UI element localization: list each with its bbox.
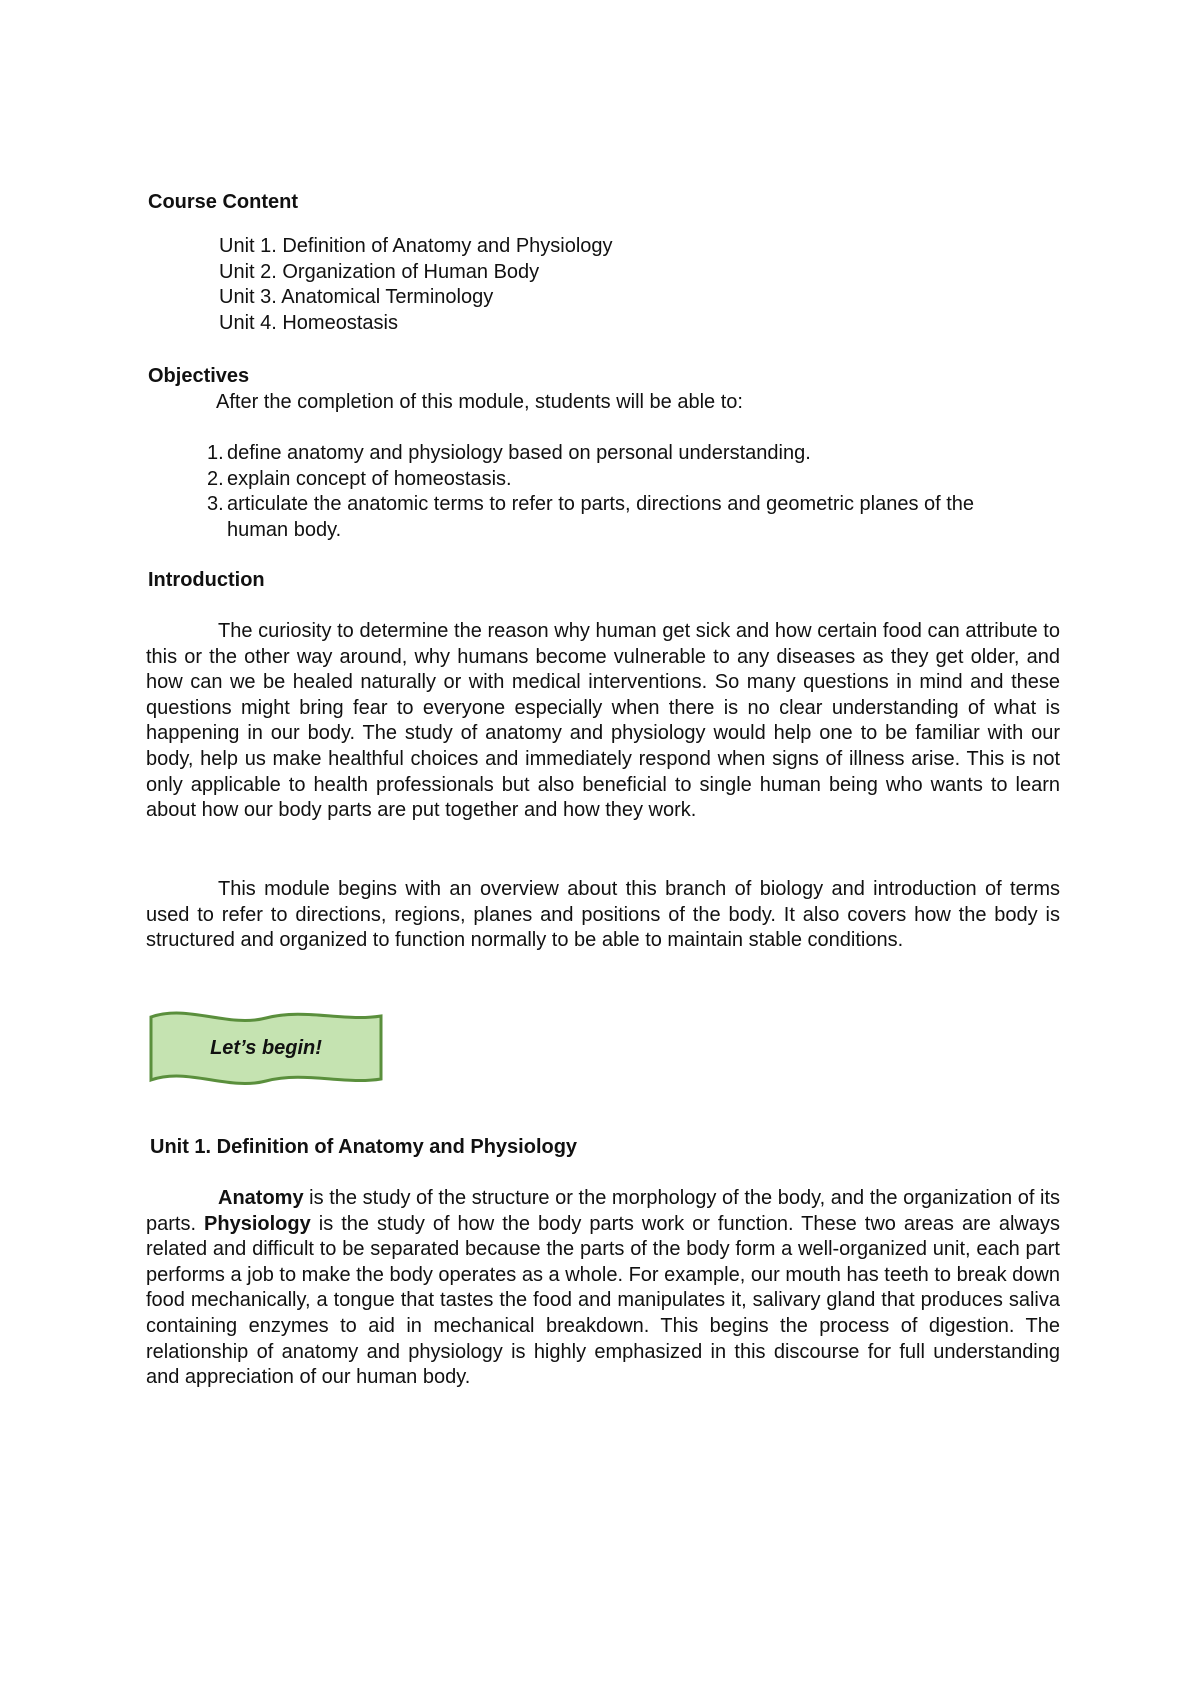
objective-text: explain concept of homeostasis. bbox=[227, 467, 512, 490]
objectives-list bbox=[207, 441, 1037, 543]
course-content-heading: Course Content bbox=[148, 191, 298, 213]
objective-text: articulate the anatomic terms to refer to parts, directions and geometric planes of the human body. bbox=[227, 493, 975, 541]
objective-item bbox=[207, 441, 1037, 467]
banner-label: Let’s begin! bbox=[210, 1037, 322, 1059]
objective-number: 3. bbox=[207, 493, 224, 515]
unit-list bbox=[219, 234, 613, 336]
objective-number: 1. bbox=[207, 442, 224, 464]
unit-list-item: Unit 4. Homeostasis bbox=[219, 311, 398, 334]
objective-number: 2. bbox=[207, 467, 224, 490]
unit-list-item: Unit 3. Anatomical Terminology bbox=[219, 286, 494, 308]
objective-text: define anatomy and physiology based on personal understanding. bbox=[227, 442, 811, 464]
unit1-paragraph bbox=[146, 1186, 1060, 1391]
unit1-text-b: is the study of how the body parts work or function. These two areas are always related and difficult to be separated because the parts of the body form a well-organized unit, each part performs a job to make the body operates as a whole. For example, our mouth has teeth to break down food mechanically, a tongue that tastes the food and manipulates it, salivary gland that produces saliva containing enzymes to aid in mechanical breakdown. This begins the process of digestion. The relationship of anatomy and physiology is highly emphasized in this discourse for full understanding and appreciation of our human body. bbox=[146, 1212, 1060, 1389]
unit1-text-a: is the study of the structure or the morphology of the body, and the organization of its parts. bbox=[146, 1187, 1060, 1235]
unit1-heading: Unit 1. Definition of Anatomy and Physiology bbox=[150, 1136, 578, 1158]
unit-list-item: Unit 2. Organization of Human Body bbox=[219, 260, 540, 283]
introduction-paragraph-2: This module begins with an overview about this branch of biology and introduction of terms used to refer to directions, regions, planes and positions of the body. It also covers how the body is structured and organized to function normally to be able to maintain stable conditions. bbox=[146, 878, 1060, 952]
objective-item bbox=[207, 467, 1037, 493]
term-anatomy: Anatomy bbox=[218, 1187, 304, 1209]
objective-item bbox=[207, 492, 1037, 543]
introduction-heading: Introduction bbox=[148, 569, 265, 591]
lets-begin-banner bbox=[148, 1008, 384, 1088]
objectives-heading: Objectives bbox=[148, 365, 250, 387]
term-physiology: Physiology bbox=[204, 1212, 311, 1235]
unit-list-item: Unit 1. Definition of Anatomy and Physiology bbox=[219, 235, 613, 257]
objectives-intro: After the completion of this module, students will be able to: bbox=[216, 391, 743, 413]
introduction-paragraph-1: The curiosity to determine the reason why human get sick and how certain food can attribute to this or the other way around, why humans become vulnerable to any diseases as they get older, and how can we be healed naturally or with medical interventions. So many questions in mind and these questions might bring fear to everyone especially when there is no clear understanding of what is happening in our body. The study of anatomy and physiology would help one to be familiar with our body, help us make healthful choices and immediately respond when signs of illness arise. This is not only applicable to health professionals but also beneficial to single human being who wants to learn about how our body parts are put together and how they work. bbox=[146, 620, 1060, 822]
